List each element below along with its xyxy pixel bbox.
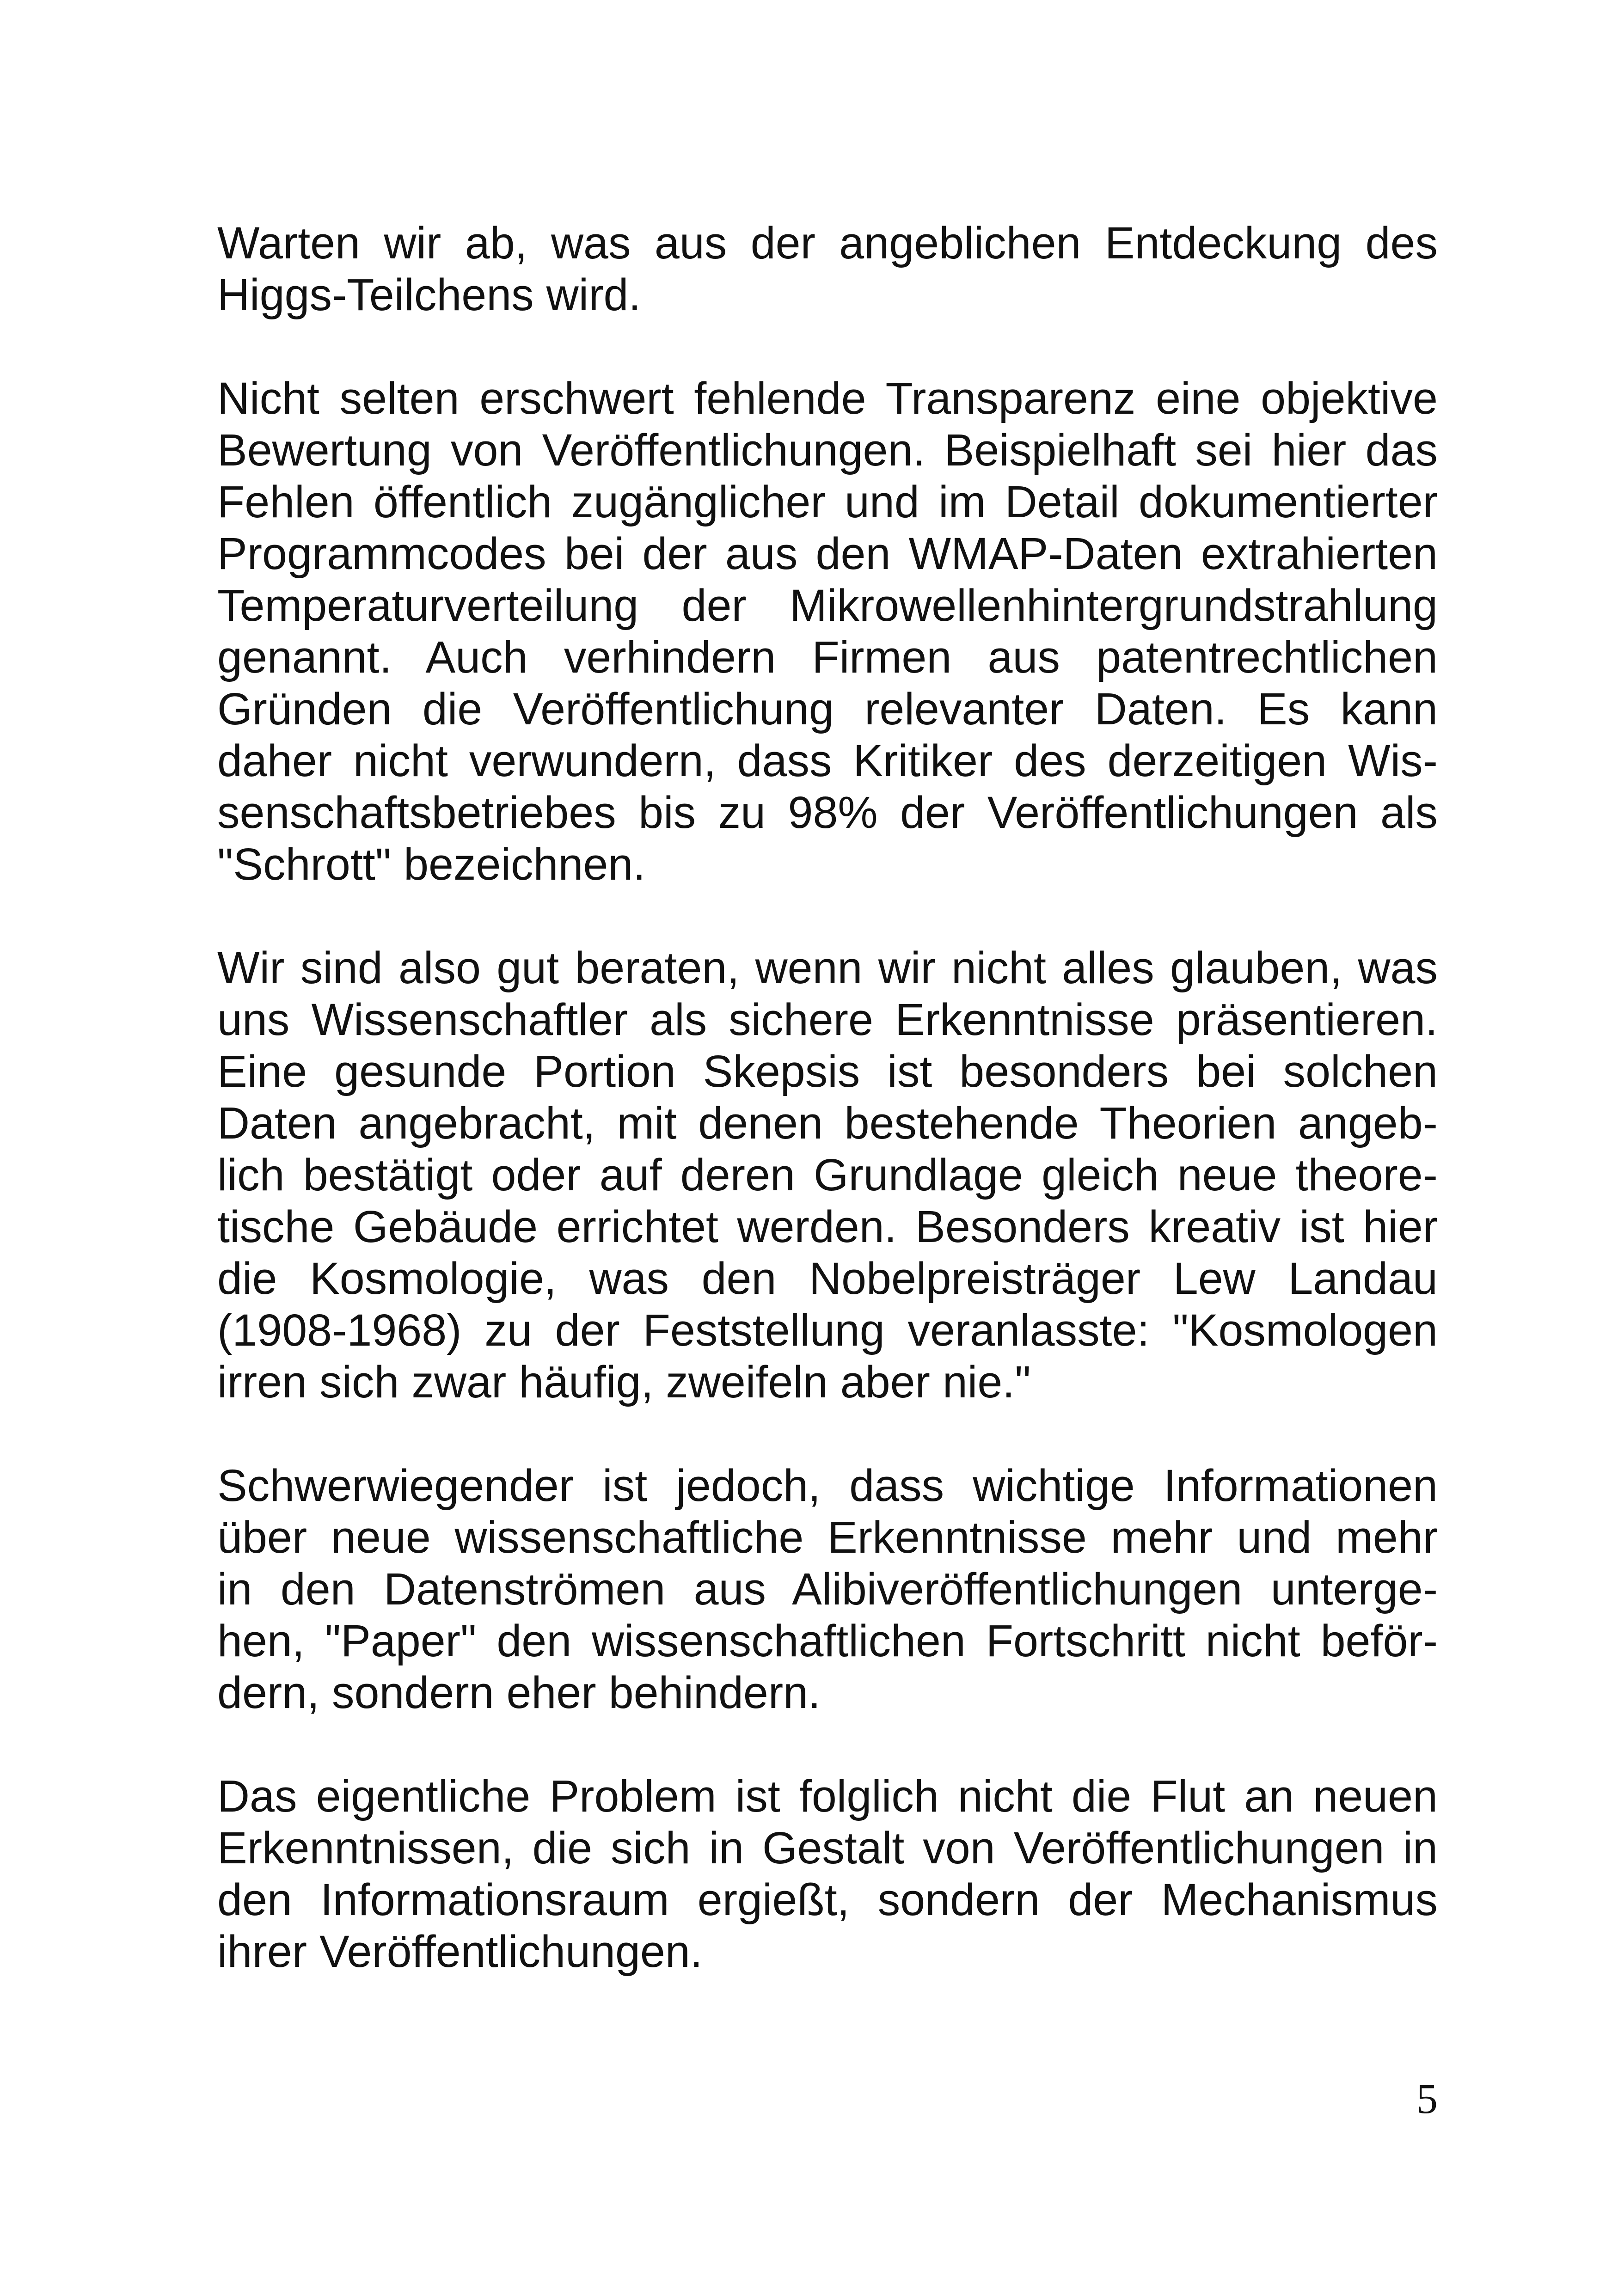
text-line: Bewertung von Veröffentlichungen. Beispielhaft sei hier das bbox=[217, 425, 1438, 475]
text-line: Fehlen öffentlich zugänglicher und im Detail dokumentierter bbox=[217, 477, 1438, 527]
text-line: Wir sind also gut beraten, wenn wir nicht alles glauben, was bbox=[217, 943, 1438, 993]
page-number: 5 bbox=[1416, 2075, 1438, 2122]
text-line: Erkenntnissen, die sich in Gestalt von Veröffentlichungen in bbox=[217, 1823, 1438, 1873]
text-line: Temperaturverteilung der Mikrowellenhintergrundstrahlung bbox=[217, 580, 1438, 631]
paragraph bbox=[217, 373, 1438, 890]
text-line: uns Wissenschaftler als sichere Erkenntnisse präsentieren. bbox=[217, 994, 1438, 1045]
text-line: über neue wissenschaftliche Erkenntnisse mehr und mehr bbox=[217, 1512, 1438, 1562]
text-line: genannt. Auch verhindern Firmen aus patentrechtlichen bbox=[217, 632, 1438, 682]
paragraph bbox=[217, 1460, 1438, 1719]
text-line: irren sich zwar häufig, zweifeln aber nie." bbox=[217, 1357, 1031, 1407]
text-line: daher nicht verwundern, dass Kritiker des derzeitigen Wis- bbox=[217, 735, 1438, 786]
text-line: Programmcodes bei der aus den WMAP-Daten extrahierten bbox=[217, 528, 1438, 579]
text-line: den Informationsraum ergießt, sondern der Mechanismus bbox=[217, 1874, 1438, 1925]
text-line: die Kosmologie, was den Nobelpreisträger Lew Landau bbox=[217, 1253, 1438, 1304]
text-line: (1908-1968) zu der Feststellung veranlasste: "Kosmologen bbox=[217, 1305, 1438, 1355]
text-line: "Schrott" bezeichnen. bbox=[217, 839, 646, 889]
text-line: Gründen die Veröffentlichung relevanter Daten. Es kann bbox=[217, 684, 1438, 734]
body-text bbox=[217, 217, 1438, 1978]
text-line: hen, "Paper" den wissenschaftlichen Fortschritt nicht beför- bbox=[217, 1616, 1438, 1666]
text-line: Daten angebracht, mit denen bestehende Theorien angeb- bbox=[217, 1098, 1438, 1148]
text-line: Eine gesunde Portion Skepsis ist besonders bei solchen bbox=[217, 1046, 1438, 1096]
text-line: tische Gebäude errichtet werden. Besonders kreativ ist hier bbox=[217, 1201, 1438, 1252]
text-line: Warten wir ab, was aus der angeblichen Entdeckung des bbox=[217, 218, 1438, 268]
text-line: Higgs-Teilchens wird. bbox=[217, 269, 641, 320]
paragraph bbox=[217, 217, 1438, 321]
text-line: Schwerwiegender ist jedoch, dass wichtige Informationen bbox=[217, 1460, 1438, 1511]
paragraph bbox=[217, 942, 1438, 1408]
text-line: Nicht selten erschwert fehlende Transparenz eine objektive bbox=[217, 373, 1438, 423]
text-line: senschaftsbetriebes bis zu 98% der Veröffentlichungen als bbox=[217, 787, 1438, 838]
text-line: dern, sondern eher behindern. bbox=[217, 1667, 821, 1718]
text-line: in den Datenströmen aus Alibiveröffentlichungen unterge- bbox=[217, 1564, 1438, 1614]
text-line: Das eigentliche Problem ist folglich nicht die Flut an neuen bbox=[217, 1771, 1438, 1821]
text-line: lich bestätigt oder auf deren Grundlage gleich neue theore- bbox=[217, 1150, 1438, 1200]
paragraph bbox=[217, 1770, 1438, 1978]
text-line: ihrer Veröffentlichungen. bbox=[217, 1926, 703, 1977]
